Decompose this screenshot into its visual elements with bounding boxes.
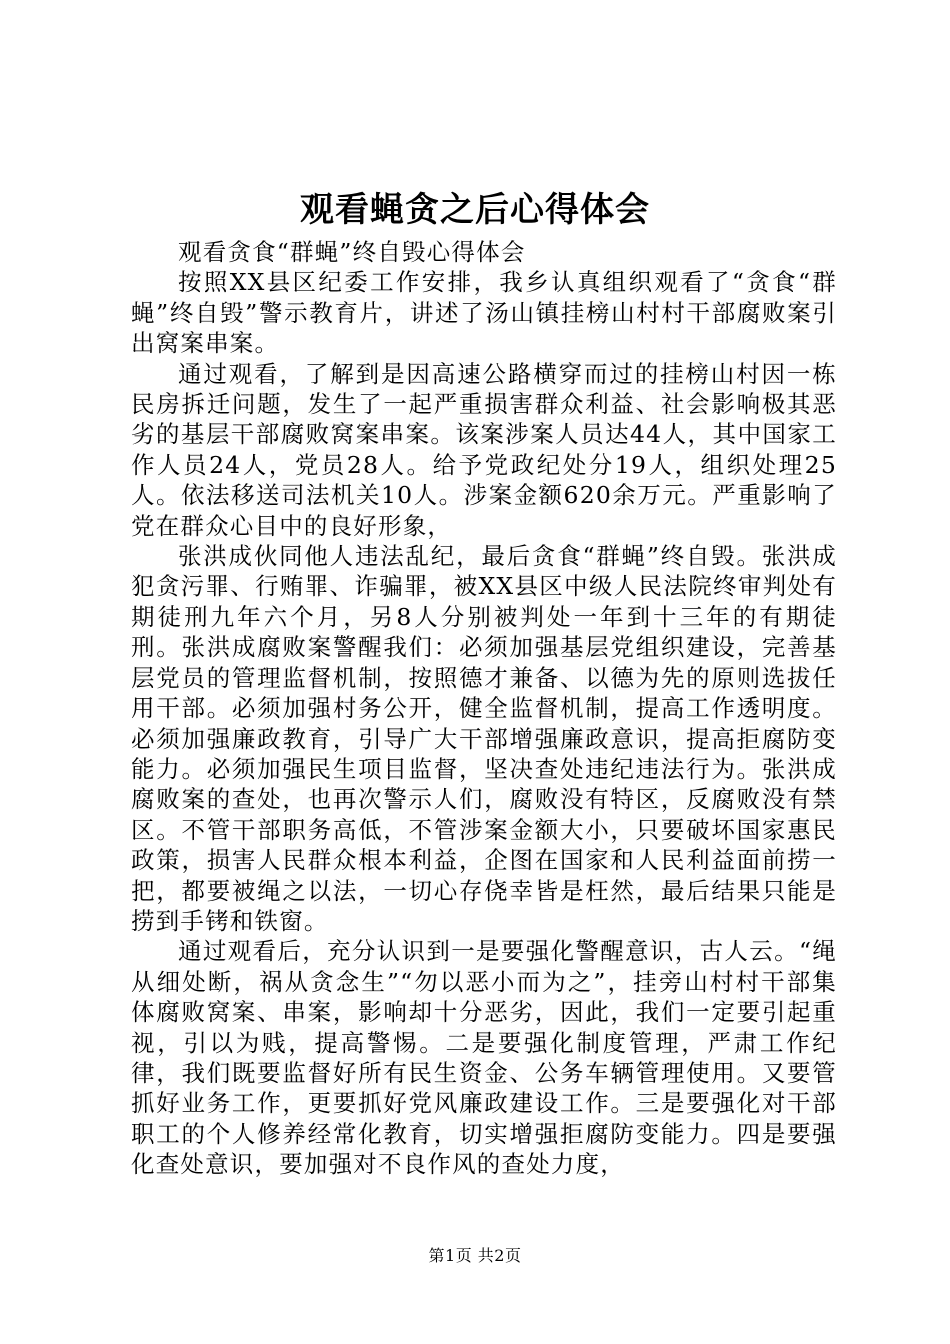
paragraph: 张洪成伙同他人违法乱纪，最后贪食“群蝇”终自毁。张洪成犯贪污罪、行贿罪、诈骗罪，被XX县区中级人民法院终审判处有期徒刑九年六个月，另8人分别被判处一年到十三年的有期徒刑。张洪成腐败案警醒我们：必须加强基层党组织建设，完善基层党员的管理监督机制，按照德才兼备、以德为先的原则选拔任用干部。必须加强村务公开，健全监督机制，提高工作透明度。必须加强廉政教育，引导广大干部增强廉政意识，提高拒腐防变能力。必须加强民生项目监督，坚决查处违纪违法行为。张洪成腐败案的查处，也再次警示人们，腐败没有特区，反腐败没有禁区。不管干部职务高低，不管涉案金额大小，只要破坏国家惠民政策，损害人民群众根本利益，企图在国家和人民利益面前捞一把，都要被绳之以法，一切心存侥幸皆是枉然，最后结果只能是捞到手铐和铁窗。 (131, 542, 837, 935)
paragraph: 通过观看后，充分认识到一是要强化警醒意识，古人云。“绳从细处断，祸从贪念生”“勿以恶小而为之”，挂旁山村村干部集体腐败窝案、串案，影响却十分恶劣，因此，我们一定要引起重视，引以为贱，提高警惕。二是要强化制度管理，严肃工作纪律，我们既要监督好所有民生资金、公务车辆管理使用。又要管抓好业务工作，更要抓好党风廉政建设工作。三是要强化对干部职工的个人修养经常化教育，切实增强拒腐防变能力。四是要强化查处意识，要加强对不良作风的查处力度， (131, 937, 837, 1179)
page-footer: 第1页 共2页 (428, 1246, 522, 1265)
paragraph: 按照XX县区纪委工作安排，我乡认真组织观看了“贪食“群蝇”终自毁”警示教育片，讲述了汤山镇挂榜山村村干部腐败案引出窝案串案。 (131, 268, 837, 358)
document-title: 观看蝇贪之后心得体会 (300, 190, 650, 230)
paragraph: 通过观看，了解到是因高速公路横穿而过的挂榜山村因一栋民房拆迁问题，发生了一起严重损害群众利益、社会影响极其恶劣的基层干部腐败窝案串案。该案涉案人员达44人，其中国家工作人员24人，党员28人。给予党政纪处分19人，组织处理25人。依法移送司法机关10人。涉案金额620余万元。严重影响了党在群众心目中的良好形象， (131, 359, 837, 540)
document-body (131, 237, 837, 1180)
document-subtitle: 观看贪食“群蝇”终自毁心得体会 (178, 238, 526, 266)
